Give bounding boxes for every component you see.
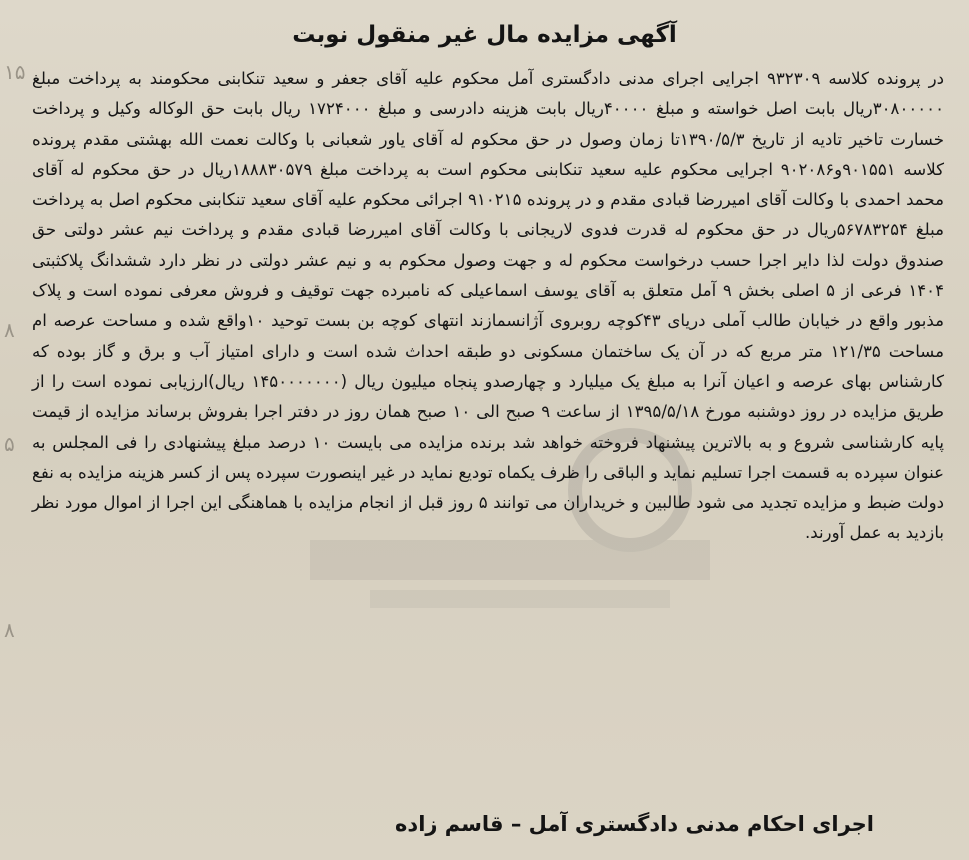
notice-body (32, 64, 944, 549)
notice-signature: اجرای احکام مدنی دادگستری آمل – قاسم زاده (395, 812, 874, 836)
margin-mark: ۵ (4, 432, 15, 456)
margin-mark: ۸ (4, 618, 15, 642)
margin-mark: ۸ (4, 318, 15, 342)
notice-paragraph: در پرونده کلاسه ۹۳۲۳۰۹ اجرایی اجرای مدنی دادگستری آمل محکوم علیه آقای جعفر و سعید تنکابنی محکومند به پرداخت مبلغ ۳۰۸۰۰۰۰۰ریال بابت اصل خواسته و مبلغ ۴۰۰۰۰ریال بابت هزینه دادرسی و مبلغ ۱۷۲۴۰۰۰ ریال بابت حق الوکاله وکیل و پرداخت خسارت تاخیر تادیه از تاریخ ۱۳۹۰/۵/۳تا زمان وصول در حق محکوم له آقای یاور شعبانی با وکالت نعمت الله بهشتی مقدم پرونده کلاسه ۹۰۱۵۵۱و۹۰۲۰۸۶ اجرایی محکوم علیه سعید تنکابنی محکوم است به پرداخت مبلغ ۱۸۸۸۳۰۵۷۹ریال در حق محکوم له آقای محمد احمدی با وکالت آقای امیررضا قبادی مقدم و در پرونده ۹۱۰۲۱۵ اجرائی محکوم علیه آقای سعید تنکابنی محکوم اصل به پرداخت مبلغ ۵۶۷۸۳۲۵۴ریال در حق محکوم له قدرت فدوی لاریجانی با وکالت آقای امیررضا قبادی مقدم و پرداخت نیم عشر دولتی حق صندوق دولت لذا دایر اجرا حسب درخواست محکوم له و جهت وصول محکوم به و نیم عشر دولتی در نظر دارد ششدانگ پلاکثبتی ۱۴۰۴ فرعی از ۵ اصلی بخش ۹ آمل متعلق به آقای یوسف اسماعیلی که نامبرده جهت توقیف و فروش معرفی نموده است و پلاک مذبور واقع در خیابان طالب آملی دریای ۴۳کوچه روبروی آژانسمازند انتهای کوچه بن بست توحید ۱۰واقع شده و مساحت عرصه ام مساحت ۱۲۱/۳۵ متر مربع که در آن یک ساختمان مسکونی دو طبقه احداث شده است و دارای امتیاز آب و برق و گاز بوده که کارشناس بهای عرصه و اعیان آنرا به مبلغ یک میلیارد و چهارصدو پنجاه میلیون ریال (۱۴۵۰۰۰۰۰۰۰ ریال)ارزیابی نموده است را از طریق مزایده در روز دوشنبه مورخ ۱۳۹۵/۵/۱۸ از ساعت ۹ صبح الی ۱۰ صبح همان روز در دفتر اجرا بفروش برساند مزایده از قیمت پایه کارشناسی شروع و به بالاترین پیشنهاد فروخته خواهد شد برنده مزایده می بایست ۱۰ درصد مبلغ پیشنهادی را فی المجلس به عنوان سپرده به قسمت اجرا تسلیم نماید و الباقی را ظرف یکماه تودیع نماید در غیر اینصورت سپرده پس از کسر هزینه مزایده به نفع دولت ضبط و مزایده تجدید می شود طالبین و خریداران می توانند ۵ روز قبل از انجام مزایده با هماهنگی این اجرا از اموال مورد نظر بازدید به عمل آورند. (32, 69, 945, 543)
notice-title: آگهی مزایده مال غیر منقول نوبت (292, 22, 677, 48)
margin-mark: ۱۵ (4, 60, 26, 84)
